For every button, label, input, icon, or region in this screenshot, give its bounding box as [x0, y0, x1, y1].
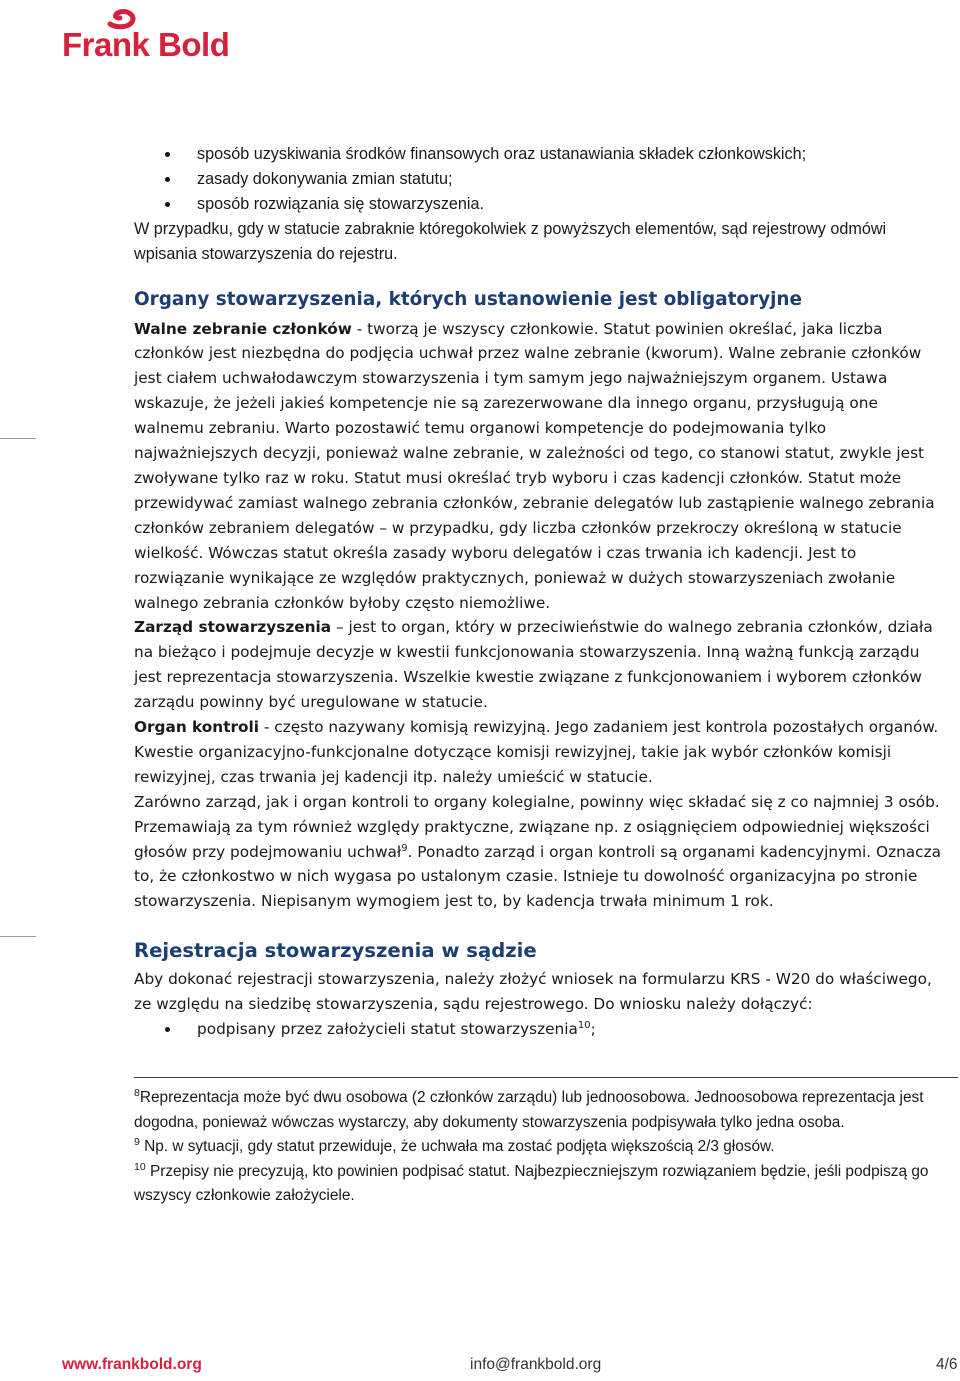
section-heading-registration: Rejestracja stowarzyszenia w sądzie — [134, 939, 537, 963]
logo-text: Frank Bold — [62, 26, 230, 63]
list-item: zasady dokonywania zmian statutu; — [134, 167, 946, 192]
footnote-number: 10 — [134, 1160, 146, 1173]
text-zarzad: – jest to organ, który w przeciwieństwie do walnego zebrania członków, działa na bieżąco i podejmuje decyzje w kwestii funkcjonowania stowarzyszenia. Inną ważną funkcją zarządu jest reprezentacja stowarzyszenia. Wszelkie kwestie związane z funkcjonowaniem i wyborem członków zarządu powinny być uregulowane w statucie. — [134, 618, 933, 712]
document-body — [134, 142, 946, 1042]
paragraph-kolegialne — [134, 790, 946, 915]
term-kontrola: Organ kontroli — [134, 718, 260, 737]
paragraph-kontrola — [134, 715, 946, 790]
margin-mark — [0, 936, 36, 937]
footnote-separator — [134, 1077, 958, 1078]
organs-text — [134, 317, 946, 915]
footnotes — [134, 1086, 944, 1209]
intro-paragraph: W przypadku, gdy w statucie zabraknie któregokolwiek z powyższych elementów, sąd rejestrowy odmówi wpisania stowarzyszenia do rejestru. — [134, 219, 887, 263]
footnote-number: 9 — [134, 1136, 140, 1149]
term-walne: Walne zebranie członków — [134, 319, 352, 338]
page-number: 4/6 — [936, 1356, 958, 1373]
text-walne: - tworzą je wszyscy członkowie. Statut powinien określać, jaka liczba członków jest niezbędna do podjęcia uchwał przez walne zebranie (kworum). Walne zebranie członków jest ciałem uchwałodawczym stowarzyszenia i tym samym jego najważniejszym organem. Ustawa wskazuje, że jeżeli jakieś kompetencje nie są zarezerwowane dla innego organu, przysługują one walnemu zebraniu. Warto pozostawić temu organowi kompetencje do podejmowania tylko najważniejszych decyzji, ponieważ walne zebranie, w zależności od tego, co stanowi statut, zwykle jest zwoływane tylko raz w roku. Statut musi określać tryb wyboru i czas kadencji członków. Statut może przewidywać zamiast walnego zebrania członków, zebranie delegatów lub zastąpienie walnego zebrania członków zebraniem delegatów – w przypadku, gdy liczba członków przekroczy określoną w statucie wielkość. Wówczas statut określa zasady wyboru delegatów i czas trwania ich kadencji. Jest to rozwiązanie wynikające ze względów praktycznych, ponieważ w dużych stowarzyszeniach zwołanie walnego zebrania członków byłoby często niemożliwe. — [134, 319, 935, 612]
text-kolegialne-b: . Ponadto zarząd i organ kontroli są organami kadencyjnymi. Oznacza to, że członkostwo w nich wygasa po ustalonym czasie. Istnieje tu dowolność organizacyjna po stronie stowarzyszenia. Niepisanym wymogiem jest to, by kadencja trwała minimum 1 rok. — [134, 842, 941, 911]
frank-bold-logo — [62, 6, 252, 63]
footnote-10 — [134, 1160, 944, 1209]
list-item: sposób uzyskiwania środków finansowych oraz ustanawiania składek członkowskich; — [134, 142, 946, 167]
footnote-ref-9[interactable]: 9 — [401, 842, 408, 854]
website-link[interactable]: www.frankbold.org — [62, 1356, 202, 1373]
registration-list — [134, 1017, 946, 1042]
list-item-text: podpisany przez założycieli statut stowarzyszenia — [197, 1020, 578, 1039]
text-kolegialne-a: Zarówno zarząd, jak i organ kontroli to organy kolegialne, powinny więc składać się z co najmniej 3 osób. Przemawiają za tym również względy praktyczne, związane np. z osiągnięciem odpowiedniej większości głosów przy podejmowaniu uchwał — [134, 792, 940, 861]
paragraph-zarzad — [134, 615, 946, 715]
footnote-9 — [134, 1135, 944, 1160]
intro-list — [134, 142, 946, 217]
list-item: sposób rozwiązania się stowarzyszenia. — [134, 192, 946, 217]
footnote-number: 8 — [134, 1087, 140, 1099]
email-link[interactable]: info@frankbold.org — [470, 1356, 602, 1373]
list-item — [134, 1017, 946, 1042]
margin-mark — [0, 438, 36, 439]
footnote-text: Przepisy nie precyzują, kto powinien podpisać statut. Najbezpieczniejszym rozwiązaniem będzie, jeśli podpiszą go wszyscy członkowie założyciele. — [134, 1162, 929, 1205]
footnote-8 — [134, 1086, 944, 1135]
section-heading-organs: Organy stowarzyszenia, których ustanowienie jest obligatoryjne — [134, 288, 802, 310]
list-item-tail: ; — [590, 1020, 596, 1039]
footnote-ref-10[interactable]: 10 — [577, 1020, 591, 1031]
term-zarzad: Zarząd stowarzyszenia — [134, 618, 332, 637]
page-footer — [62, 1356, 960, 1380]
text-kontrola: - często nazywany komisją rewizyjną. Jego zadaniem jest kontrola pozostałych organów. Kwestie organizacyjno-funkcjonalne dotyczące komisji rewizyjnej, takie jak wybór członków komisji rewizyjnej, czas trwania jej kadencji itp. należy umieścić w statucie. — [134, 718, 939, 786]
paragraph-walne — [134, 317, 946, 616]
footnote-text: Np. w sytuacji, gdy statut przewiduje, że uchwała ma zostać podjęta większością 2/3 głosów. — [139, 1138, 775, 1156]
registration-paragraph: Aby dokonać rejestracji stowarzyszenia, należy złożyć wniosek na formularzu KRS - W20 do właściwego, ze względu na siedzibę stowarzyszenia, sądu rejestrowego. Do wniosku należy dołączyć: — [134, 970, 932, 1014]
footnote-text: Reprezentacja może być dwu osobowa (2 członków zarządu) lub jednoosobowa. Jednoosobowa reprezentacja jest dogodna, ponieważ wówczas wystarczy, aby dokumenty stowarzyszenia podpisywała tylko jedna osoba. — [134, 1089, 924, 1131]
